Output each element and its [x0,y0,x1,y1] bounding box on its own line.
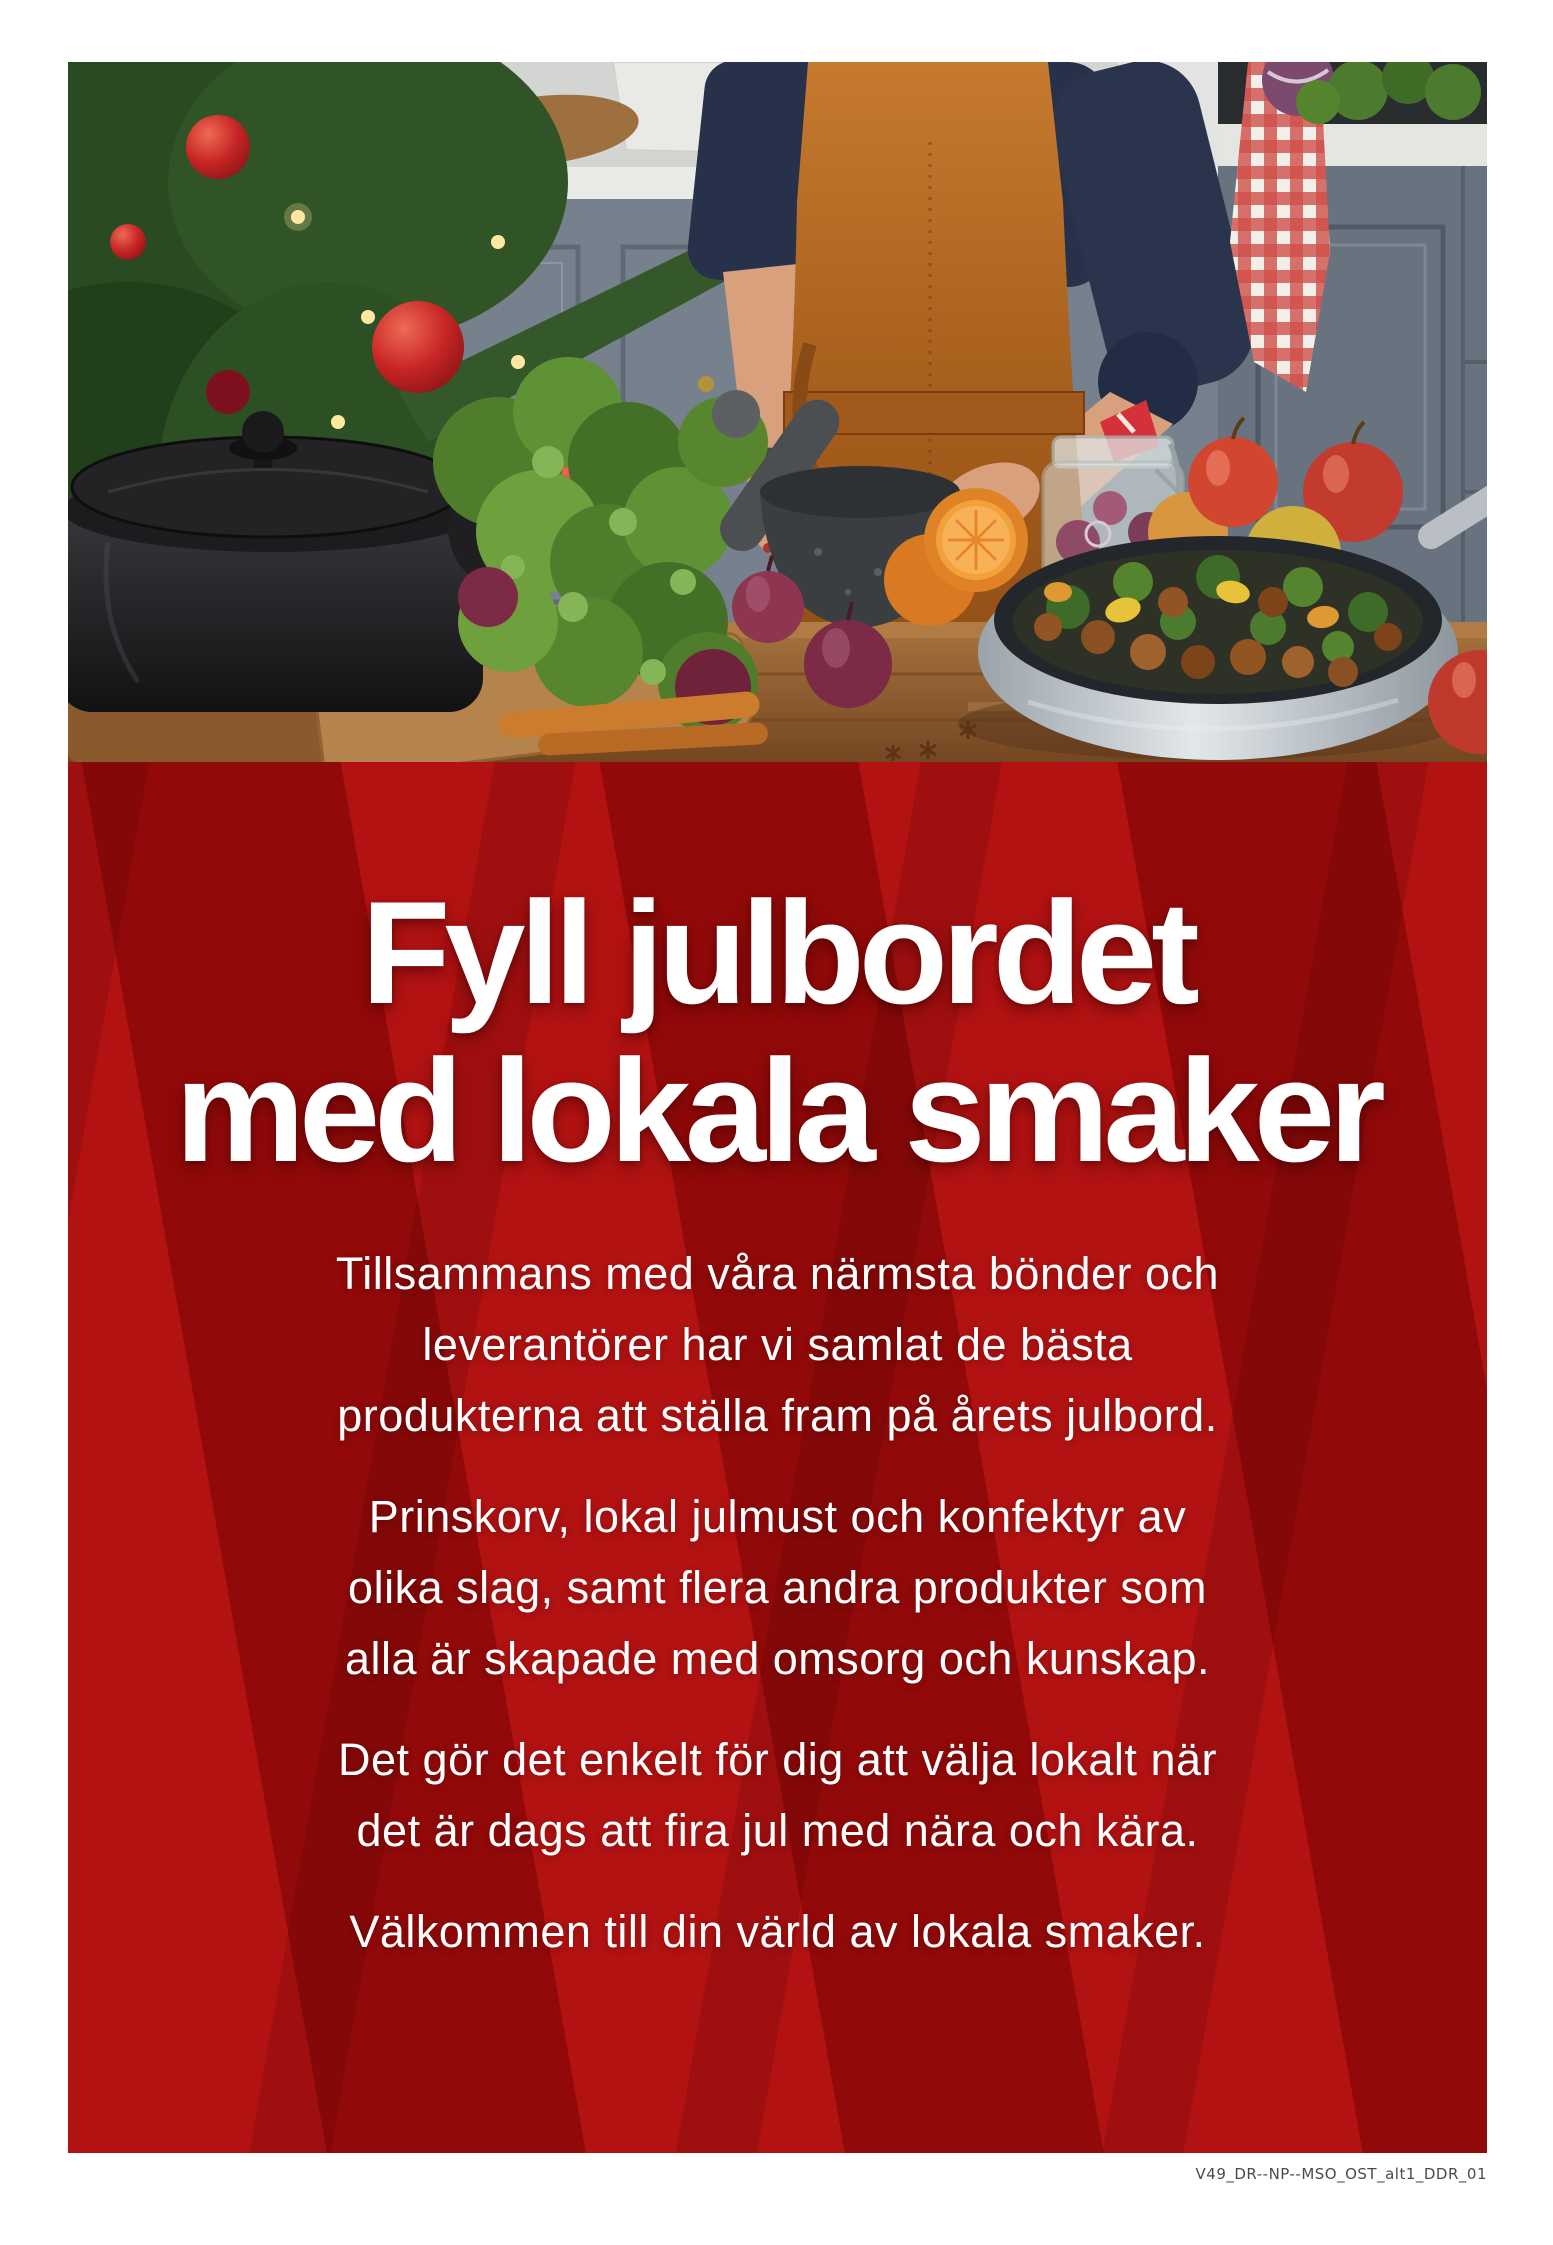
pot-lid-knob [242,411,284,453]
body-paragraph [68,1481,1487,1694]
body-line: produkterna att ställa fram på årets julbord. [337,1390,1218,1441]
body-paragraph [68,1724,1487,1866]
cabinet-knob [698,376,714,392]
footer-code: V49_DR--NP--MSO_OST_alt1_DDR_01 [1195,2165,1487,2183]
body-line: Välkommen till din värld av lokala smaker. [349,1906,1206,1957]
hero-photo-scene [68,62,1487,762]
hero-photo [68,62,1487,762]
body-line: Tillsammans med våra närmsta bönder och [335,1248,1220,1299]
headline-line1: Fyll julbordet [361,871,1194,1034]
headline [68,871,1487,1192]
body-line: Det gör det enkelt för dig att välja lokalt när [338,1734,1217,1785]
body-line: leverantörer har vi samlat de bästa [422,1319,1133,1370]
body-line: olika slag, samt flera andra produkter som [348,1562,1207,1613]
headline-line2: med lokala smaker [175,1029,1380,1192]
body-copy [68,1238,1487,1967]
body-paragraph [68,1896,1487,1967]
body-line: Prinskorv, lokal julmust och konfektyr av [368,1491,1187,1542]
flyer-content [68,62,1487,2183]
red-panel [68,762,1487,2153]
body-line: det är dags att fira jul med nära och kära. [356,1805,1199,1856]
body-paragraph [68,1238,1487,1451]
body-line: alla är skapade med omsorg och kunskap. [345,1633,1210,1684]
